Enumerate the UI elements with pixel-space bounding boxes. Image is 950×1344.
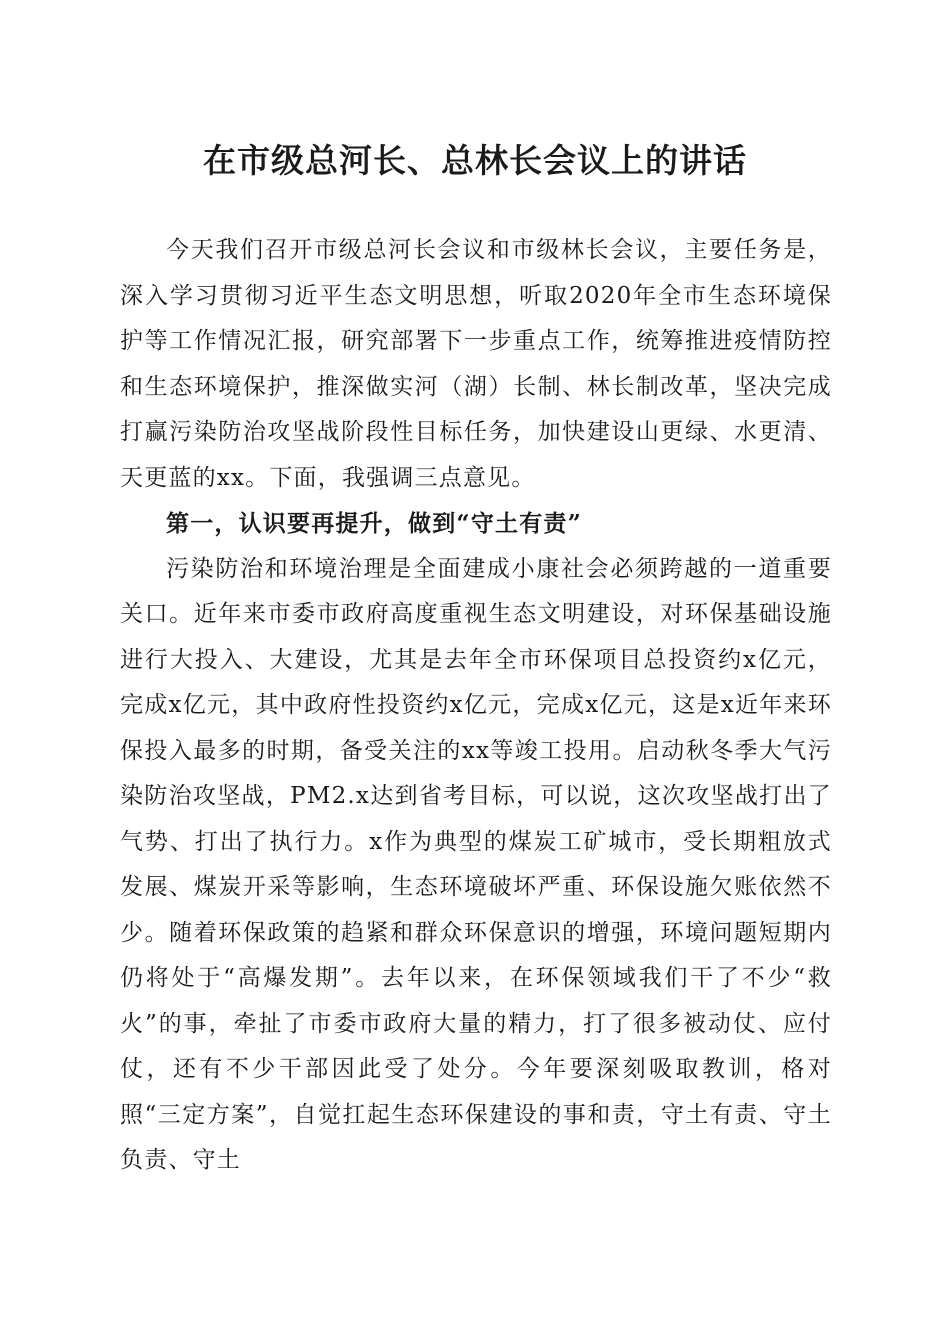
- document-body: [120, 228, 832, 1184]
- document-title: 在市级总河长、总林长会议上的讲话: [203, 141, 747, 180]
- intro-paragraph: 今天我们召开市级总河长会议和市级林长会议，主要任务是，深入学习贯彻习近平生态文明思想，听取2020年全市生态环境保护等工作情况汇报，研究部署下一步重点工作，统筹推进疫情防控和生态环境保护，推深做实河（湖）长制、林长制改革，坚决完成打赢污染防治攻坚战阶段性目标任务，加快建设山更绿、水更清、天更蓝的xx。下面，我强调三点意见。: [120, 237, 832, 491]
- section-paragraph: 污染防治和环境治理是全面建成小康社会必须跨越的一道重要关口。近年来市委市政府高度重视生态文明建设，对环保基础设施进行大投入、大建设，尤其是去年全市环保项目总投资约x亿元，完成x亿元，其中政府性投资约x亿元，完成x亿元，这是x近年来环保投入最多的时期，备受关注的xx等竣工投用。启动秋冬季大气污染防治攻坚战，PM2.x达到省考目标，可以说，这次攻坚战打出了气势、打出了执行力。x作为典型的煤炭工矿城市，受长期粗放式发展、煤炭开采等影响，生态环境破坏严重、环保设施欠账依然不少。随着环保政策的趋紧和群众环保意识的增强，环境问题短期内仍将处于“高爆发期”。去年以来，在环保领域我们干了不少“救火”的事，牵扯了市委市政府大量的精力，打了很多被动仗、应付仗，还有不少干部因此受了处分。今年要深刻吸取教训，格对照“三定方案”，自觉扛起生态环保建设的事和责，守土有责、守土负责、守土: [120, 555, 832, 1173]
- section-heading-first: 第一，认识要再提升，做到“守土有责”: [166, 510, 583, 537]
